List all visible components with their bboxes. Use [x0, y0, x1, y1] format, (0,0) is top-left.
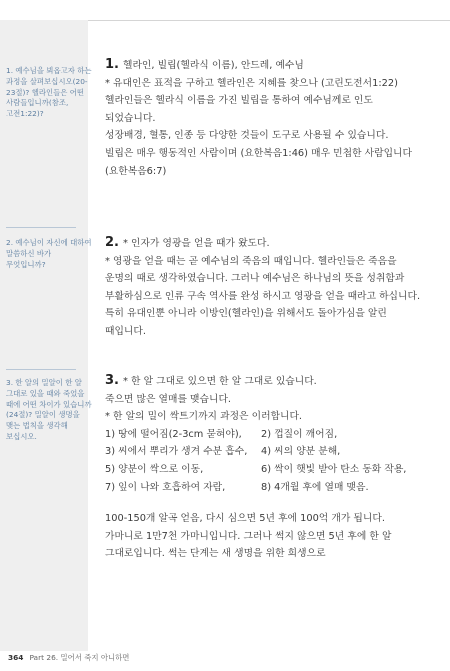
section-3-line-1: 3. * 한 알 그대로 있으면 한 알 그대로 있습니다. [105, 373, 317, 388]
section-2-line-1: 2. * 인자가 영광을 얻을 때가 왔도다. [105, 235, 270, 250]
growth-step: 8) 4개월 후에 열매 맺음. [261, 481, 369, 493]
section-1 [105, 56, 425, 180]
sidebar-note-1: 1. 예수님을 뵈옵고자 하는 과정을 살펴보십시오(20-23절)? 헬라인들은 어떤 사람들입니까(참조, 고전1:22)? [6, 66, 92, 119]
section-1-line-2: * 유대인은 표적을 구하고 헬라인은 지혜를 찾으나 (고린도전서1:22) [105, 77, 398, 89]
section-2-number: 2. [105, 235, 119, 250]
page-footer [8, 652, 129, 663]
growth-step: 2) 껍질이 깨어짐, [261, 428, 338, 440]
growth-step: 3) 씨에서 뿌리가 생겨 수분 흡수, [105, 446, 248, 458]
section-3-number: 3. [105, 373, 119, 388]
growth-steps-list [105, 426, 425, 496]
growth-step: 7) 잎이 나와 호흡하여 자람, [105, 481, 226, 493]
sidebar-divider-2 [6, 369, 76, 370]
section-3-closing: 100-150개 알곡 얻음, 다시 심으면 5년 후에 100억 개가 됩니다. 가마니로 1만7천 가마니입니다. 그러나 썩지 않으면 5년 후에 한 알 그대로입니다. 썩는 단계는 새 생명을 위한 희생으로 [105, 513, 392, 560]
section-3-line-2: 죽으면 많은 열매를 맺습니다. [105, 393, 232, 405]
sidebar-note-3: 3. 한 알의 밀알이 한 알 그대로 있을 때와 죽었을 때에 어떤 차이가 있습니까(24절)? 밀알이 생명을 맺는 법칙을 생각해 보십시오. [6, 378, 92, 441]
section-3 [105, 372, 425, 563]
growth-step: 5) 양분이 싹으로 이동, [105, 463, 204, 475]
footer-title: Part 26. 밀어서 죽지 아니하면 [29, 653, 130, 662]
section-1-line-4: 성장배경, 혈통, 인종 등 다양한 것들이 도구로 사용될 수 있습니다. [105, 130, 389, 142]
section-1-number: 1. [105, 57, 119, 72]
growth-step: 4) 씨의 양분 분해, [261, 446, 341, 458]
page-number: 364 [8, 653, 24, 662]
section-3-line-3: * 한 알의 밀이 싹트기까지 과정은 이러합니다. [105, 411, 303, 423]
section-1-line-1: 1. 헬라인, 빌립(헬라식 이름), 안드레, 예수님 [105, 57, 304, 72]
growth-step: 6) 싹이 햇빛 받아 탄소 동화 작용, [261, 463, 407, 475]
growth-step: 1) 땅에 떨어짐(2-3cm 묻혀야), [105, 428, 242, 440]
section-1-line-5: 빌립은 매우 행동적인 사람이며 (요한복음1:46) 매우 민첩한 사람입니다(요한복음6:7) [105, 147, 412, 177]
sidebar-divider-1 [6, 227, 76, 228]
section-2 [105, 234, 425, 341]
section-1-line-3: 헬라인들은 헬라식 이름을 가진 빌립을 통하여 예수님께로 인도 되었습니다. [105, 95, 373, 124]
sidebar-note-2: 2. 예수님이 자신에 대하여 말씀하신 바가 무엇입니까? [6, 238, 92, 269]
section-2-line-2: * 영광을 얻을 때는 곧 예수님의 죽음의 때입니다. 헬라인들은 죽음을 운명의 때로 생각하였습니다. 그러나 예수님은 하나님의 뜻을 성취함과 부활하심으로 인류 구속 역사를 완성 하시고 영광을 얻을 때라고 하십니다. 특히 유대인뿐 아니라 이방인(헬라인)을 위해서도 돌아가심을 알린 때입니다. [105, 255, 421, 337]
